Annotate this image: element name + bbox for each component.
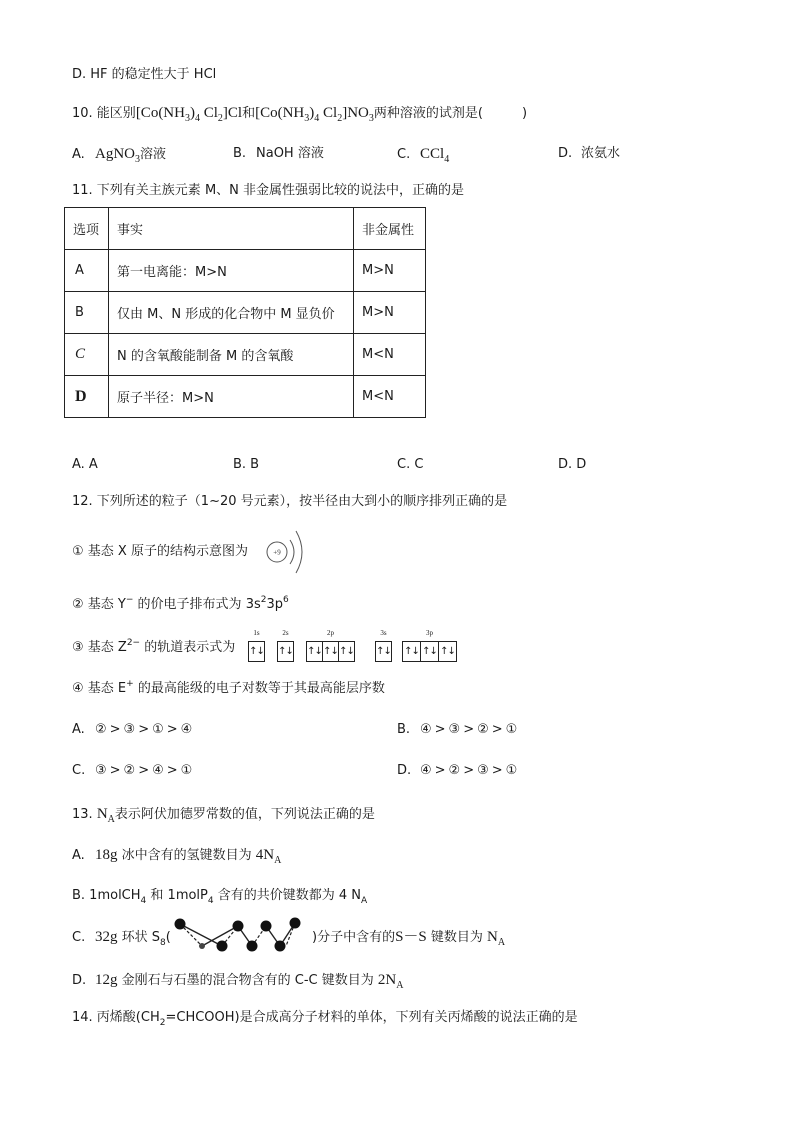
sulfur-atom (275, 941, 286, 952)
formula: N (487, 929, 498, 945)
option-letter: C. (72, 763, 86, 778)
option-text: 含有的共价键数都为 4 N (213, 888, 362, 903)
q10-stem (72, 103, 527, 123)
nucleus-charge: +9 (273, 548, 281, 557)
option-letter: C. (72, 930, 86, 945)
subscript: 4 (444, 154, 450, 165)
formula: ]Cl (222, 105, 243, 121)
option-text: 金刚石与石墨的混合物含有的 C-C 键数目为 (117, 973, 378, 988)
orbital-box: ↑↓ (420, 641, 439, 662)
sulfur-atom (290, 918, 301, 929)
table-cell-result: M>N (354, 250, 426, 292)
formula: AgNO (95, 146, 135, 162)
formula: ) (189, 105, 195, 121)
orbital-label: 2s (282, 629, 289, 637)
option-sequence: ③>②>④>① (95, 763, 196, 778)
item-text: 的轨道表示式为 (140, 640, 236, 655)
sulfur-atom (199, 943, 205, 949)
orbital-box: ↑↓ (402, 641, 421, 662)
table-row (65, 376, 426, 418)
q13-option-c-right (312, 927, 505, 947)
q13-option-d (72, 970, 403, 990)
table-cell-choice: D (65, 376, 109, 418)
table-cell-choice: B (65, 292, 109, 334)
electron-shell-arc (290, 540, 294, 564)
subscript: 2 (217, 113, 223, 124)
subscript: 8 (160, 938, 166, 948)
atomic-structure-diagram (265, 527, 309, 577)
table-cell-fact: 原子半径：M>N (109, 376, 354, 418)
electron-config: 3p (266, 597, 283, 612)
orbital-boxes (277, 641, 294, 662)
formula: 18g (95, 847, 118, 863)
s8-ring-diagram (165, 914, 310, 956)
option-text: NaOH 溶液 (256, 146, 324, 161)
subscript: A (107, 814, 115, 825)
q11-option-c: C. C (397, 457, 424, 472)
bond-line (180, 924, 222, 946)
q10-option-a (72, 144, 166, 164)
option-letter: A. (72, 848, 85, 863)
option-text: 浓氨水 (581, 146, 621, 161)
q13-option-c-left (72, 927, 171, 947)
superscript: + (126, 679, 134, 689)
q12-option-d (397, 761, 520, 781)
orbital-group-1s (248, 629, 265, 667)
q11-option-b: B. B (233, 457, 260, 472)
formula: 12g (95, 972, 118, 988)
formula: 4N (255, 847, 275, 863)
q11-option-a: A. A (72, 457, 98, 472)
orbital-group-3p (402, 629, 457, 667)
superscript: 6 (283, 595, 289, 605)
table-cell-result: M<N (354, 334, 426, 376)
orbital-group-2s (277, 629, 294, 667)
formula: CCl (420, 146, 445, 162)
subscript: A (497, 937, 506, 948)
table-header-cell: 选项 (65, 208, 109, 250)
table-row (65, 250, 426, 292)
sulfur-atom (261, 921, 272, 932)
stem-text: 14. 丙烯酸(CH (72, 1010, 160, 1025)
q12-option-c (72, 761, 195, 781)
orbital-diagram (246, 629, 464, 667)
orbital-box: ↑↓ (338, 641, 355, 662)
q10-stem-text: 和 (242, 106, 256, 121)
q12-stem: 12. 下列所述的粒子（1~20 号元素），按半径由大到小的顺序排列正确的是 (72, 494, 508, 509)
stem-text: 13. (72, 807, 97, 822)
option-letter: D. (397, 763, 412, 778)
q10-option-b (233, 144, 324, 164)
formula: [Co(NH (135, 105, 185, 121)
formula: N (96, 806, 108, 822)
option-text: 和 1molP (146, 888, 208, 903)
sulfur-atom (247, 941, 258, 952)
orbital-group-2p (306, 629, 355, 667)
option-letter: A. (72, 722, 85, 737)
electron-shell-arc (296, 531, 302, 573)
q12-item-3 (72, 638, 235, 658)
option-sequence: ④>③>②>① (420, 722, 521, 737)
superscript: 2− (126, 638, 141, 648)
q10-option-c (397, 144, 449, 164)
subscript: A (361, 896, 368, 906)
table-row (65, 292, 426, 334)
superscript: − (125, 595, 134, 605)
subscript: A (396, 980, 404, 991)
subscript: 3 (368, 113, 374, 124)
option-letter: D. (72, 973, 87, 988)
q11-stem: 11. 下列有关主族元素 M、N 非金属性强弱比较的说法中，正确的是 (72, 183, 465, 198)
orbital-group-3s (375, 629, 392, 667)
formula: ) (309, 105, 315, 121)
q12-option-a (72, 720, 195, 740)
formula: 2N (377, 972, 397, 988)
q13-option-a (72, 845, 281, 865)
table-cell-result: M<N (354, 376, 426, 418)
orbital-box: ↑↓ (438, 641, 457, 662)
subscript: 3 (184, 113, 190, 124)
item-text: ③ 基态 Z (72, 640, 127, 655)
table-header-cell: 非金属性 (354, 208, 426, 250)
q13-option-b (72, 886, 367, 906)
q12-item-1: ① 基态 X 原子的结构示意图为 (72, 544, 248, 559)
table-cell-choice: A (65, 250, 109, 292)
subscript: 3 (304, 113, 310, 124)
sulfur-atom (217, 941, 228, 952)
formula: S－S (395, 929, 427, 945)
q11-table (64, 207, 426, 418)
subscript: A (274, 855, 282, 866)
item-text: 的最高能级的电子对数等于其最高能层序数 (133, 681, 385, 696)
orbital-label: 1s (253, 629, 260, 637)
q12-item-4 (72, 679, 385, 699)
table-cell-result: M>N (354, 292, 426, 334)
orbital-box: ↑↓ (277, 641, 294, 662)
option-letter: D. (558, 146, 573, 161)
option-letter: B. (233, 146, 247, 161)
orbital-box: ↑↓ (248, 641, 265, 662)
q14-stem (72, 1008, 578, 1028)
option-letter: B. (397, 722, 411, 737)
option-letter: A. (72, 147, 85, 162)
option-letter: C. (397, 147, 411, 162)
formula: Cl (319, 105, 338, 121)
option-text: 溶液 (140, 147, 167, 162)
subscript: 3 (135, 154, 140, 165)
item-text: 的价电子排布式为 (133, 597, 246, 612)
item-text: ④ 基态 E (72, 681, 127, 696)
table-cell-fact: 仅由 M、N 形成的化合物中 M 显负价 (109, 292, 354, 334)
option-sequence: ④>②>③>① (420, 763, 521, 778)
orbital-boxes (248, 641, 265, 662)
orbital-label: 2p (327, 629, 334, 637)
orbital-boxes (402, 641, 457, 662)
q10-option-d (558, 144, 620, 164)
subscript: 4 (194, 113, 200, 124)
stem-text: 表示阿伏加德罗常数的值，下列说法正确的是 (114, 807, 375, 822)
item-text: ② 基态 Y (72, 597, 126, 612)
table-cell-fact: 第一电离能：M>N (109, 250, 354, 292)
q11-option-d: D. D (558, 457, 587, 472)
orbital-box: ↑↓ (375, 641, 392, 662)
stem-text: =CHCOOH)是合成高分子材料的单体，下列有关丙烯酸的说法正确的是 (165, 1010, 578, 1025)
option-text: ( (165, 930, 171, 945)
orbital-label: 3p (426, 629, 433, 637)
subscript: 2 (159, 1018, 166, 1028)
orbital-boxes (375, 641, 392, 662)
q13-stem (72, 804, 375, 824)
option-text: 键数目为 (426, 930, 488, 945)
option-text: )分子中含有的 (312, 930, 396, 945)
subscript: 4 (314, 113, 320, 124)
table-row (65, 334, 426, 376)
sulfur-atom (175, 919, 186, 930)
table-cell-fact: N 的含氧酸能制备 M 的含氧酸 (109, 334, 354, 376)
superscript: 2 (260, 595, 267, 605)
q12-option-b (397, 720, 520, 740)
table-cell-choice: C (65, 334, 109, 376)
q12-item-2 (72, 595, 289, 615)
formula: Cl (199, 105, 218, 121)
sulfur-atom (233, 921, 244, 932)
electron-config: 3s (245, 597, 261, 612)
orbital-box: ↑↓ (322, 641, 339, 662)
orbital-box: ↑↓ (306, 641, 323, 662)
q9-option-d: D. HF 的稳定性大于 HCl (72, 67, 217, 82)
subscript: 4 (207, 896, 214, 906)
q10-stem-text: 10. 能区别 (72, 106, 136, 121)
option-sequence: ②>③>①>④ (95, 722, 196, 737)
formula: ]NO (342, 105, 369, 121)
formula: 32g (95, 929, 118, 945)
orbital-label: 3s (380, 629, 387, 637)
option-text: 环状 S (117, 930, 161, 945)
q10-stem-text: 两种溶液的试剂是( ) (373, 106, 528, 121)
subscript: 2 (337, 113, 343, 124)
option-text: 冰中含有的氢键数目为 (117, 848, 256, 863)
subscript: 4 (140, 896, 147, 906)
option-text: B. 1molCH (72, 888, 141, 903)
table-header-cell: 事实 (109, 208, 354, 250)
table-header-row (65, 208, 426, 250)
orbital-boxes (306, 641, 355, 662)
formula: [Co(NH (255, 105, 305, 121)
